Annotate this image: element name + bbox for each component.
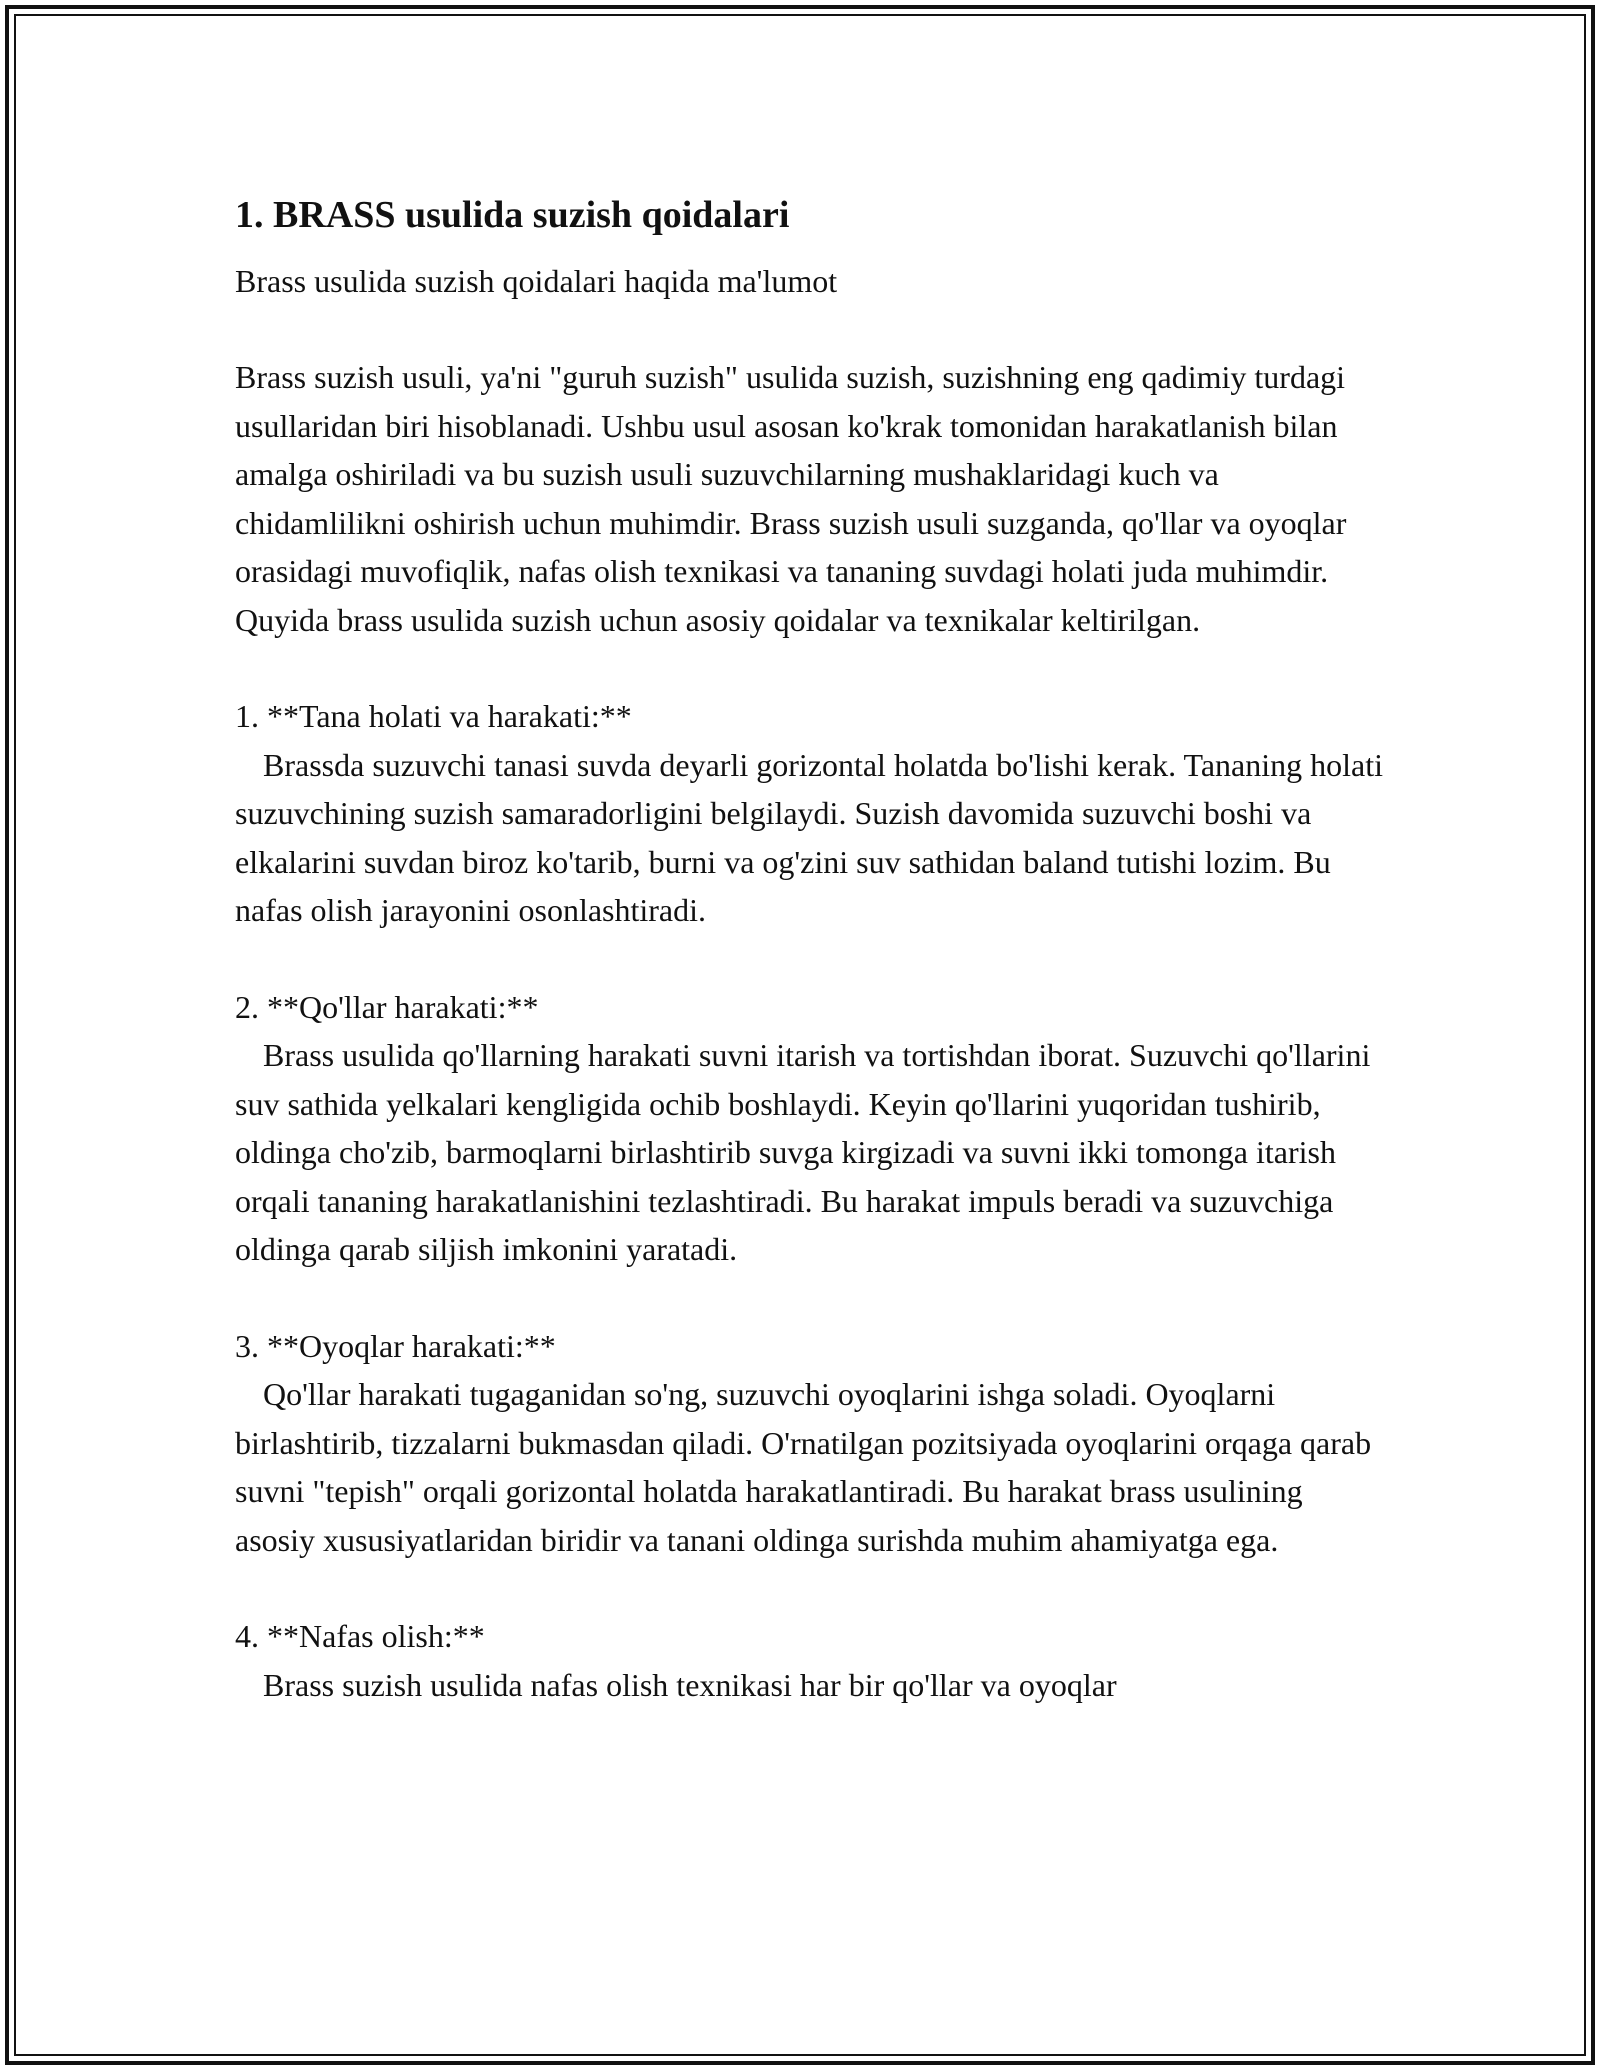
section-leg-movement xyxy=(235,1322,1385,1565)
section-text: Brass suzish usulida nafas olish texnikasi har bir qo'llar va oyoqlar xyxy=(263,1666,1117,1703)
document-body xyxy=(235,185,1385,1709)
section-arm-movement xyxy=(235,983,1385,1274)
section-heading: 3. **Oyoqlar harakati:** xyxy=(235,1327,556,1364)
document-title: 1. BRASS usulida suzish qoidalari xyxy=(235,194,790,236)
section-body-position xyxy=(235,692,1385,935)
section-text: Qo'llar harakati tugaganidan so'ng, suzuvchi oyoqlarini ishga soladi. Oyoqlarni birlashtirib, tizzalarni bukmasdan qiladi. O'rnatilgan pozitsiyada oyoqlarini orqaga qarab suvni "tepish" orqali gorizontal holatda harakatlantiradi. Bu harakat brass usulining asosiy xususiyatlaridan biridir va tanani oldinga surishda muhim ahamiyatga ega. xyxy=(235,1376,1372,1558)
intro-paragraph: Brass suzish usuli, ya'ni "guruh suzish" usulida suzish, suzishning eng qadimiy turdagi usullaridan biri hisoblanadi. Ushbu usul asosan ko'krak tomonidan harakatlanish bilan amalga oshiriladi va bu suzish usuli suzuvchilarning mushaklaridagi kuch va chidamlilikni oshirish uchun muhimdir. Brass suzish usuli suzganda, qo'llar va oyoqlar orasidagi muvofiqlik, nafas olish texnikasi va tananing suvdagi holati juda muhimdir. Quyida brass usulida suzish uchun asosiy qoidalar va texnikalar keltirilgan. xyxy=(235,359,1347,638)
section-breathing xyxy=(235,1612,1385,1709)
document-subtitle: Brass usulida suzish qoidalari haqida ma'lumot xyxy=(235,263,838,299)
section-text: Brassda suzuvchi tanasi suvda deyarli gorizontal holatda bo'lishi kerak. Tananing holati suzuvchining suzish samaradorligini belgilaydi. Suzish davomida suzuvchi boshi va elkalarini suvdan biroz ko'tarib, burni va og'zini suv sathidan baland tutishi lozim. Bu nafas olish jarayonini osonlashtiradi. xyxy=(235,746,1383,928)
section-heading: 4. **Nafas olish:** xyxy=(235,1618,485,1654)
section-text: Brass usulida qo'llarning harakati suvni itarish va tortishdan iborat. Suzuvchi qo'llarini suv sathida yelkalari kengligida ochib boshlaydi. Keyin qo'llarini yuqoridan tushirib, oldinga cho'zib, barmoqlarni birlashtirib suvga kirgizadi va suvni ikki tomonga itarish orqali tananing harakatlanishini tezlashtiradi. Bu harakat impuls beradi va suzuvchiga oldinga qarab siljish imkonini yaratadi. xyxy=(235,1037,1371,1267)
section-heading: 2. **Qo'llar harakati:** xyxy=(235,988,539,1025)
section-heading: 1. **Tana holati va harakati:** xyxy=(235,698,632,734)
